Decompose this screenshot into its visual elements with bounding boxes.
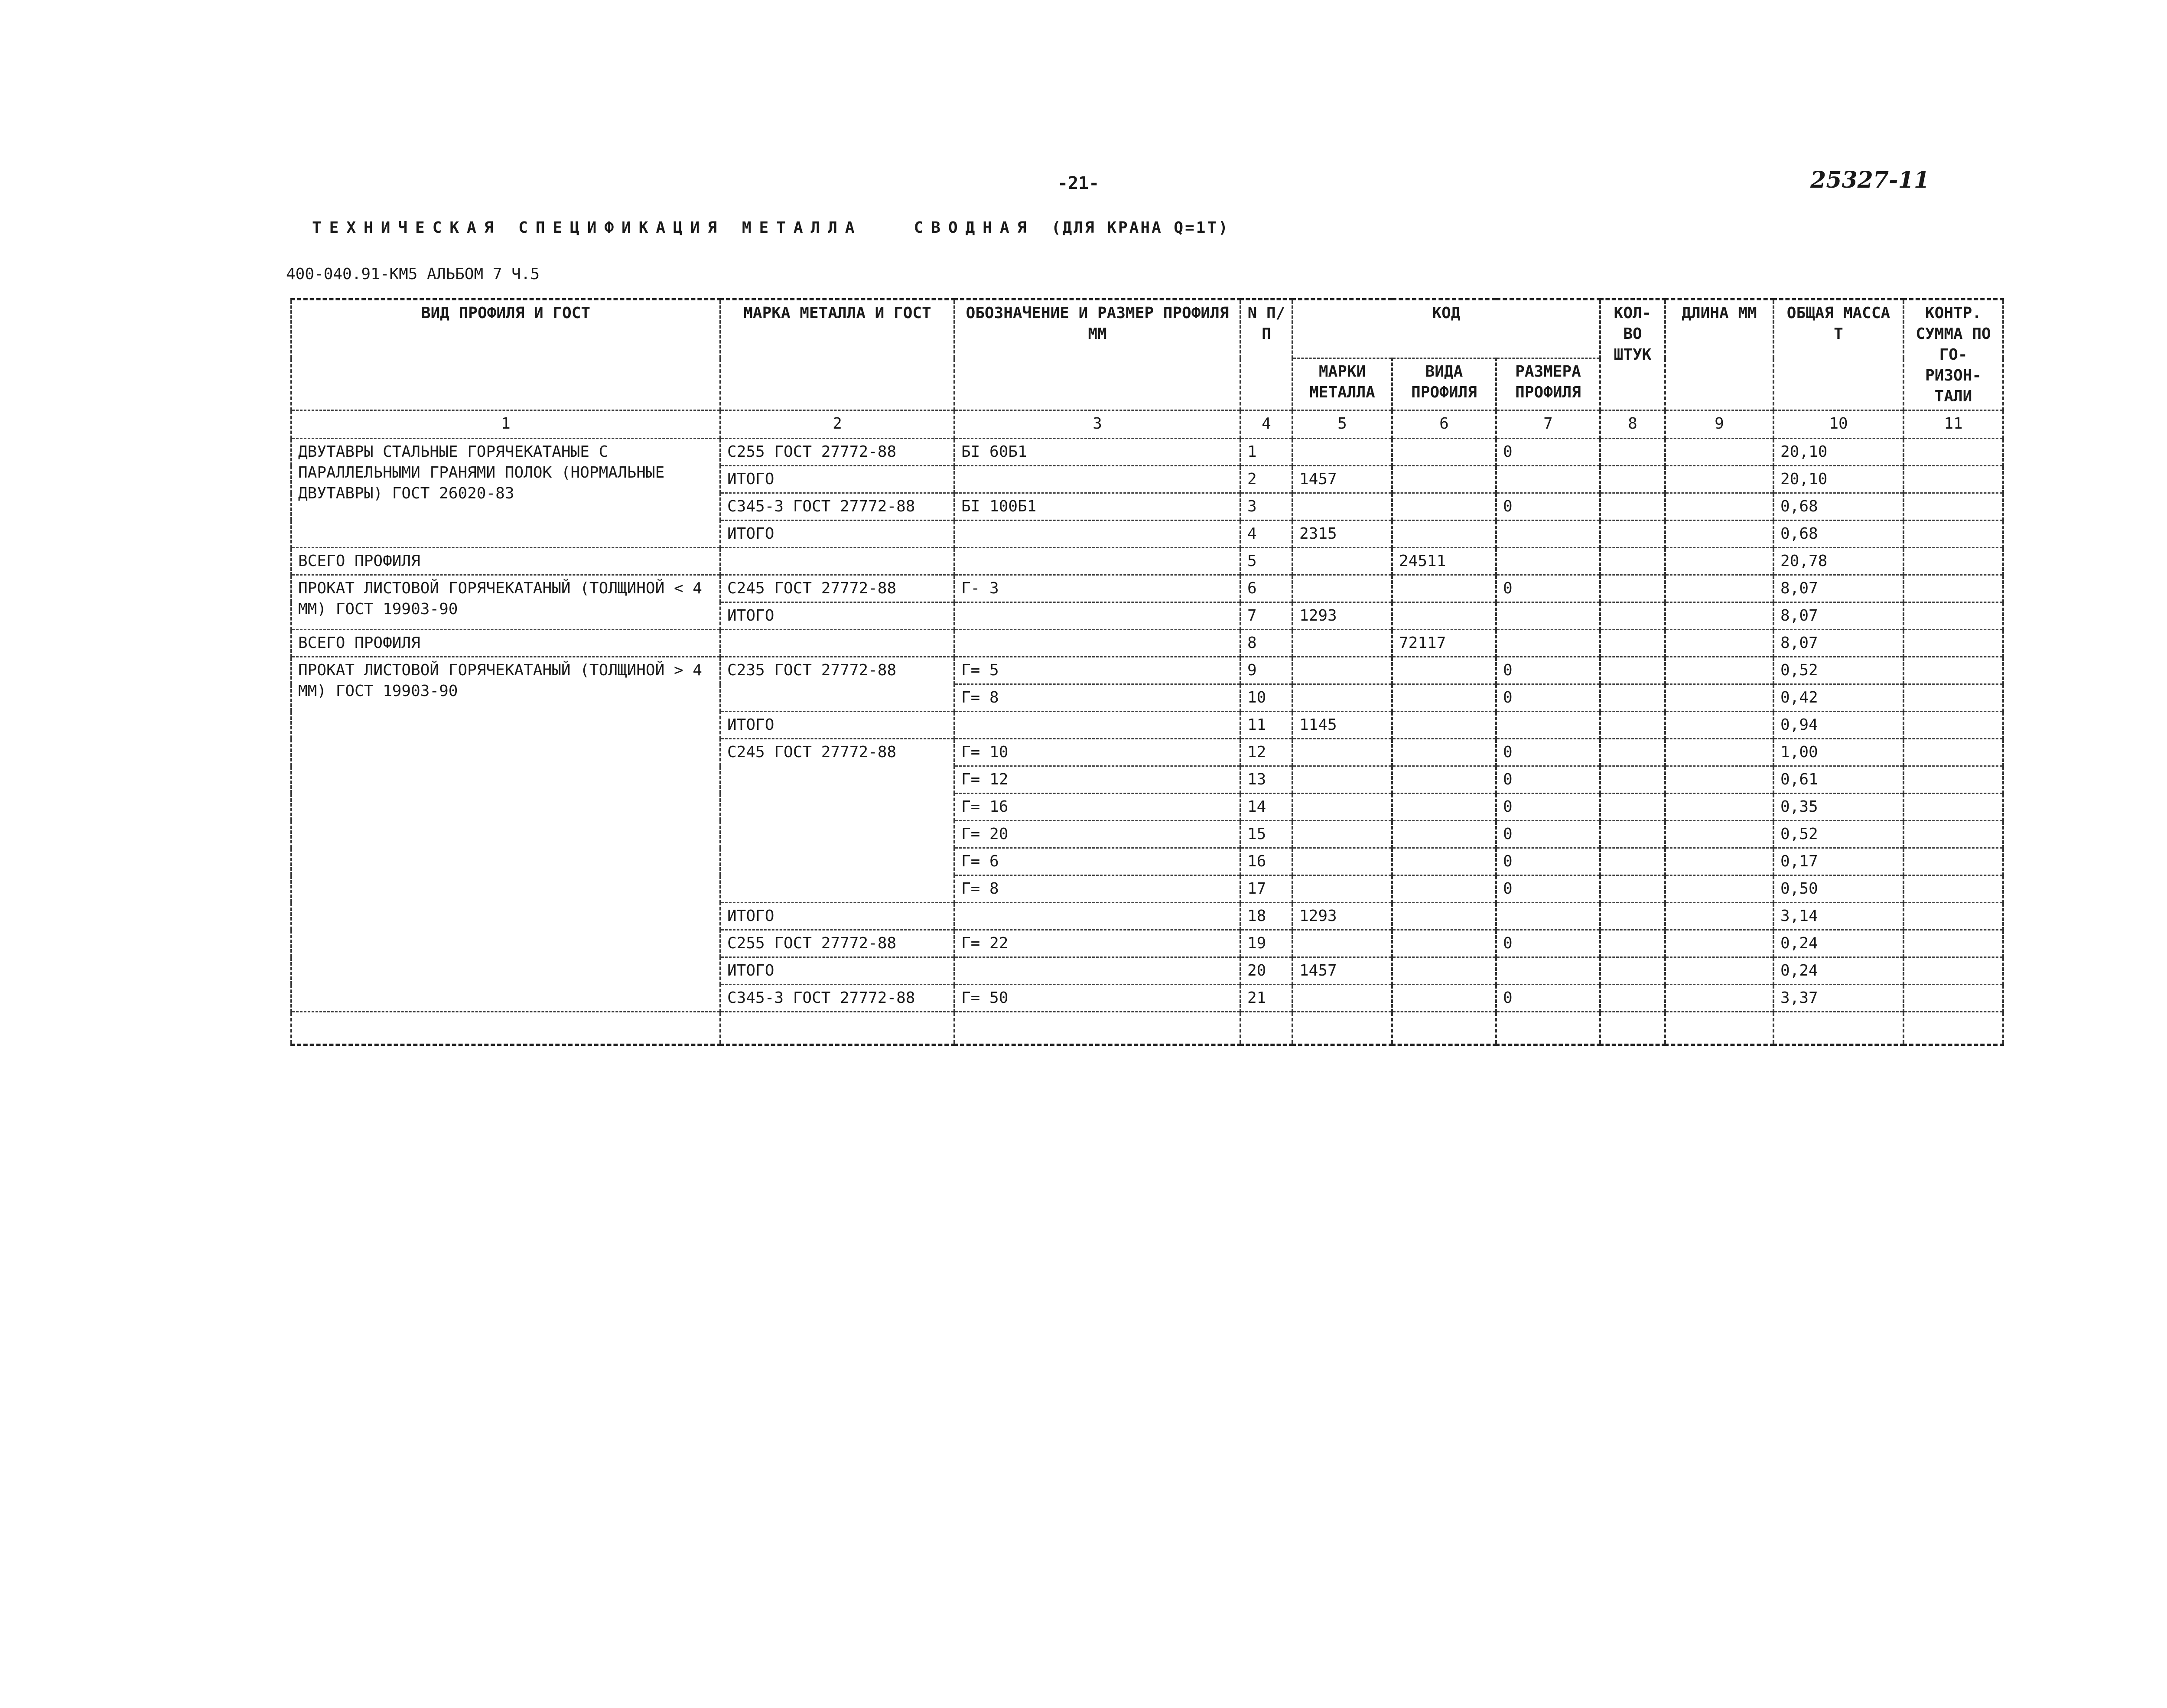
qty-cell (1600, 602, 1665, 630)
code-grade-cell (1292, 575, 1392, 602)
grade-cell (720, 548, 954, 575)
qty-cell (1600, 521, 1665, 548)
qty-cell (1600, 548, 1665, 575)
code-grade-cell (1292, 548, 1392, 575)
n-cell: 11 (1240, 712, 1292, 739)
mass-cell: 0,17 (1773, 848, 1903, 875)
size-cell: Г= 50 (954, 985, 1240, 1012)
length-cell (1665, 439, 1773, 466)
length-cell (1665, 602, 1773, 630)
header-checksum: КОНТР. СУММА ПО ГО- РИЗОН- ТАЛИ (1903, 299, 2003, 410)
code-grade-cell (1292, 739, 1392, 766)
column-number: 1 (291, 410, 720, 439)
size-cell: Г= 6 (954, 848, 1240, 875)
total-label: ВСЕГО ПРОФИЛЯ (291, 548, 720, 575)
mass-cell: 0,94 (1773, 712, 1903, 739)
qty-cell (1600, 930, 1665, 957)
length-cell (1665, 575, 1773, 602)
code-size-cell (1496, 957, 1600, 985)
grade-cell: С255 ГОСТ 27772-88 (720, 439, 954, 466)
size-cell: Г= 8 (954, 875, 1240, 903)
code-size-cell (1496, 630, 1600, 657)
qty-cell (1600, 575, 1665, 602)
code-profile-cell (1392, 521, 1496, 548)
code-profile-cell (1392, 439, 1496, 466)
code-size-cell: 0 (1496, 439, 1600, 466)
empty-row (291, 1012, 2003, 1045)
qty-cell (1600, 439, 1665, 466)
checksum-cell (1903, 548, 2003, 575)
size-cell (954, 466, 1240, 493)
code-grade-cell: 1457 (1292, 466, 1392, 493)
length-cell (1665, 521, 1773, 548)
column-number: 9 (1665, 410, 1773, 439)
code-profile-cell (1392, 766, 1496, 794)
code-size-cell: 0 (1496, 684, 1600, 712)
code-grade-cell: 1457 (1292, 957, 1392, 985)
qty-cell (1600, 630, 1665, 657)
code-profile-cell (1392, 821, 1496, 848)
mass-cell: 8,07 (1773, 630, 1903, 657)
code-profile-cell (1392, 493, 1496, 521)
qty-cell (1600, 466, 1665, 493)
page-number: -21- (1057, 173, 1100, 193)
n-cell: 19 (1240, 930, 1292, 957)
total-row (291, 548, 2003, 575)
n-cell: 12 (1240, 739, 1292, 766)
column-number: 4 (1240, 410, 1292, 439)
n-cell: 17 (1240, 875, 1292, 903)
mass-cell: 0,52 (1773, 821, 1903, 848)
code-profile-cell (1392, 985, 1496, 1012)
checksum-cell (1903, 985, 2003, 1012)
header-code-size: РАЗМЕРА ПРОФИЛЯ (1496, 358, 1600, 410)
length-cell (1665, 712, 1773, 739)
n-cell: 6 (1240, 575, 1292, 602)
code-grade-cell: 2315 (1292, 521, 1392, 548)
size-cell (954, 630, 1240, 657)
qty-cell (1600, 739, 1665, 766)
n-cell: 10 (1240, 684, 1292, 712)
table-body (291, 439, 2003, 1045)
qty-cell (1600, 957, 1665, 985)
checksum-cell (1903, 739, 2003, 766)
length-cell (1665, 821, 1773, 848)
size-cell: Г= 22 (954, 930, 1240, 957)
qty-cell (1600, 766, 1665, 794)
mass-cell: 3,37 (1773, 985, 1903, 1012)
size-cell: Г- 3 (954, 575, 1240, 602)
empty-cell (1600, 1012, 1665, 1045)
code-grade-cell (1292, 439, 1392, 466)
column-numbers-row (291, 410, 2003, 439)
n-cell: 15 (1240, 821, 1292, 848)
code-profile-cell (1392, 602, 1496, 630)
empty-cell (720, 1012, 954, 1045)
checksum-cell (1903, 684, 2003, 712)
code-grade-cell (1292, 493, 1392, 521)
code-size-cell: 0 (1496, 739, 1600, 766)
code-grade-cell (1292, 630, 1392, 657)
grade-cell: С245 ГОСТ 27772-88 (720, 575, 954, 602)
header-code-profile: ВИДА ПРОФИЛЯ (1392, 358, 1496, 410)
column-number: 11 (1903, 410, 2003, 439)
header-profile: ВИД ПРОФИЛЯ И ГОСТ (291, 299, 720, 410)
checksum-cell (1903, 957, 2003, 985)
code-profile-cell (1392, 657, 1496, 684)
code-profile-cell: 72117 (1392, 630, 1496, 657)
mass-cell: 8,07 (1773, 602, 1903, 630)
code-size-cell (1496, 712, 1600, 739)
total-row (291, 630, 2003, 657)
length-cell (1665, 739, 1773, 766)
length-cell (1665, 766, 1773, 794)
code-size-cell: 0 (1496, 575, 1600, 602)
code-profile-cell: 24511 (1392, 548, 1496, 575)
album-reference: 400-040.91-КМ5 АЛЬБОМ 7 Ч.5 (286, 265, 540, 283)
n-cell: 20 (1240, 957, 1292, 985)
n-cell: 4 (1240, 521, 1292, 548)
n-cell: 2 (1240, 466, 1292, 493)
length-cell (1665, 684, 1773, 712)
table-header (291, 299, 2003, 439)
checksum-cell (1903, 575, 2003, 602)
checksum-cell (1903, 493, 2003, 521)
profile-cell: ПРОКАТ ЛИСТОВОЙ ГОРЯЧЕКАТАНЫЙ (ТОЛЩИНОЙ < 4 ММ) ГОСТ 19903-90 (291, 575, 720, 630)
header-mass: ОБЩАЯ МАССА Т (1773, 299, 1903, 410)
document-number: 25327-11 (1810, 167, 1929, 193)
column-number: 2 (720, 410, 954, 439)
column-number: 6 (1392, 410, 1496, 439)
checksum-cell (1903, 466, 2003, 493)
code-size-cell (1496, 548, 1600, 575)
qty-cell (1600, 821, 1665, 848)
mass-cell: 0,42 (1773, 684, 1903, 712)
code-grade-cell: 1293 (1292, 602, 1392, 630)
length-cell (1665, 466, 1773, 493)
n-cell: 5 (1240, 548, 1292, 575)
column-number: 10 (1773, 410, 1903, 439)
size-cell (954, 903, 1240, 930)
subtotal-label: ИТОГО (720, 466, 954, 493)
code-grade-cell: 1145 (1292, 712, 1392, 739)
column-number: 7 (1496, 410, 1600, 439)
size-cell (954, 521, 1240, 548)
code-profile-cell (1392, 957, 1496, 985)
mass-cell: 0,68 (1773, 493, 1903, 521)
code-profile-cell (1392, 466, 1496, 493)
n-cell: 8 (1240, 630, 1292, 657)
length-cell (1665, 903, 1773, 930)
table-row (291, 657, 2003, 684)
table-row (291, 575, 2003, 602)
checksum-cell (1903, 903, 2003, 930)
code-profile-cell (1392, 684, 1496, 712)
page-title (312, 219, 1230, 237)
size-cell (954, 548, 1240, 575)
table-row (291, 439, 2003, 466)
size-cell: Г= 10 (954, 739, 1240, 766)
empty-cell (291, 1012, 720, 1045)
header-code: КОД (1292, 299, 1600, 358)
empty-cell (1496, 1012, 1600, 1045)
n-cell: 7 (1240, 602, 1292, 630)
checksum-cell (1903, 930, 2003, 957)
mass-cell: 20,10 (1773, 439, 1903, 466)
code-grade-cell (1292, 794, 1392, 821)
empty-cell (1665, 1012, 1773, 1045)
code-size-cell: 0 (1496, 794, 1600, 821)
size-cell (954, 602, 1240, 630)
checksum-cell (1903, 439, 2003, 466)
code-grade-cell (1292, 657, 1392, 684)
length-cell (1665, 930, 1773, 957)
header-qty: КОЛ-ВО ШТУК (1600, 299, 1665, 410)
column-number: 8 (1600, 410, 1665, 439)
column-number: 3 (954, 410, 1240, 439)
n-cell: 3 (1240, 493, 1292, 521)
length-cell (1665, 657, 1773, 684)
qty-cell (1600, 848, 1665, 875)
header-grade: МАРКА МЕТАЛЛА И ГОСТ (720, 299, 954, 410)
column-number: 5 (1292, 410, 1392, 439)
code-profile-cell (1392, 875, 1496, 903)
code-size-cell (1496, 466, 1600, 493)
specification-table (290, 298, 2004, 1046)
qty-cell (1600, 712, 1665, 739)
code-size-cell: 0 (1496, 875, 1600, 903)
code-profile-cell (1392, 575, 1496, 602)
title-sub: СВОДНАЯ (914, 219, 1035, 237)
qty-cell (1600, 794, 1665, 821)
checksum-cell (1903, 657, 2003, 684)
mass-cell: 0,50 (1773, 875, 1903, 903)
code-grade-cell (1292, 985, 1392, 1012)
size-cell: Г= 16 (954, 794, 1240, 821)
checksum-cell (1903, 521, 2003, 548)
qty-cell (1600, 657, 1665, 684)
checksum-cell (1903, 848, 2003, 875)
mass-cell: 1,00 (1773, 739, 1903, 766)
code-profile-cell (1392, 739, 1496, 766)
code-profile-cell (1392, 903, 1496, 930)
size-cell: Г= 12 (954, 766, 1240, 794)
code-profile-cell (1392, 930, 1496, 957)
grade-cell (720, 630, 954, 657)
code-size-cell (1496, 521, 1600, 548)
code-size-cell: 0 (1496, 985, 1600, 1012)
code-size-cell: 0 (1496, 766, 1600, 794)
code-grade-cell (1292, 821, 1392, 848)
mass-cell: 0,24 (1773, 930, 1903, 957)
empty-cell (1240, 1012, 1292, 1045)
code-grade-cell (1292, 875, 1392, 903)
code-size-cell: 0 (1496, 821, 1600, 848)
n-cell: 16 (1240, 848, 1292, 875)
size-cell: Г= 20 (954, 821, 1240, 848)
n-cell: 18 (1240, 903, 1292, 930)
empty-cell (1292, 1012, 1392, 1045)
checksum-cell (1903, 766, 2003, 794)
n-cell: 1 (1240, 439, 1292, 466)
length-cell (1665, 875, 1773, 903)
grade-cell: С245 ГОСТ 27772-88 (720, 739, 954, 903)
size-cell: БI 60Б1 (954, 439, 1240, 466)
code-size-cell: 0 (1496, 848, 1600, 875)
header-code-grade: МАРКИ МЕТАЛЛА (1292, 358, 1392, 410)
mass-cell: 0,52 (1773, 657, 1903, 684)
n-cell: 9 (1240, 657, 1292, 684)
code-size-cell (1496, 602, 1600, 630)
mass-cell: 0,24 (1773, 957, 1903, 985)
mass-cell: 0,68 (1773, 521, 1903, 548)
n-cell: 13 (1240, 766, 1292, 794)
code-profile-cell (1392, 848, 1496, 875)
empty-cell (1392, 1012, 1496, 1045)
length-cell (1665, 630, 1773, 657)
size-cell: Г= 8 (954, 684, 1240, 712)
qty-cell (1600, 684, 1665, 712)
subtotal-label: ИТОГО (720, 712, 954, 739)
length-cell (1665, 548, 1773, 575)
length-cell (1665, 493, 1773, 521)
code-grade-cell (1292, 848, 1392, 875)
checksum-cell (1903, 875, 2003, 903)
mass-cell: 8,07 (1773, 575, 1903, 602)
mass-cell: 0,61 (1773, 766, 1903, 794)
grade-cell: С255 ГОСТ 27772-88 (720, 930, 954, 957)
profile-cell: ДВУТАВРЫ СТАЛЬНЫЕ ГОРЯЧЕКАТАНЫЕ С ПАРАЛЛЕЛЬНЫМИ ГРАНЯМИ ПОЛОК (НОРМАЛЬНЫЕ ДВУТАВРЫ) ГОСТ 26020-83 (291, 439, 720, 548)
subtotal-label: ИТОГО (720, 521, 954, 548)
size-cell: БI 100Б1 (954, 493, 1240, 521)
length-cell (1665, 985, 1773, 1012)
code-size-cell: 0 (1496, 493, 1600, 521)
code-size-cell (1496, 903, 1600, 930)
grade-cell: С345-3 ГОСТ 27772-88 (720, 985, 954, 1012)
subtotal-label: ИТОГО (720, 957, 954, 985)
header-length: ДЛИНА ММ (1665, 299, 1773, 410)
mass-cell: 0,35 (1773, 794, 1903, 821)
profile-cell: ПРОКАТ ЛИСТОВОЙ ГОРЯЧЕКАТАНЫЙ (ТОЛЩИНОЙ > 4 ММ) ГОСТ 19903-90 (291, 657, 720, 1012)
checksum-cell (1903, 712, 2003, 739)
code-grade-cell (1292, 930, 1392, 957)
code-grade-cell: 1293 (1292, 903, 1392, 930)
size-cell (954, 957, 1240, 985)
checksum-cell (1903, 794, 2003, 821)
n-cell: 14 (1240, 794, 1292, 821)
header-size: ОБОЗНАЧЕНИЕ И РАЗМЕР ПРОФИЛЯ ММ (954, 299, 1240, 410)
code-grade-cell (1292, 684, 1392, 712)
length-cell (1665, 957, 1773, 985)
code-size-cell: 0 (1496, 657, 1600, 684)
qty-cell (1600, 875, 1665, 903)
total-label: ВСЕГО ПРОФИЛЯ (291, 630, 720, 657)
qty-cell (1600, 903, 1665, 930)
checksum-cell (1903, 821, 2003, 848)
mass-cell: 3,14 (1773, 903, 1903, 930)
grade-cell: С235 ГОСТ 27772-88 (720, 657, 954, 712)
checksum-cell (1903, 602, 2003, 630)
mass-cell: 20,78 (1773, 548, 1903, 575)
empty-cell (1773, 1012, 1903, 1045)
title-main: ТЕХНИЧЕСКАЯ СПЕЦИФИКАЦИЯ МЕТАЛЛА (312, 219, 862, 237)
code-size-cell: 0 (1496, 930, 1600, 957)
title-note: (ДЛЯ КРАНА Q=1Т) (1051, 219, 1230, 237)
code-profile-cell (1392, 794, 1496, 821)
length-cell (1665, 848, 1773, 875)
subtotal-label: ИТОГО (720, 602, 954, 630)
size-cell (954, 712, 1240, 739)
grade-cell: С345-3 ГОСТ 27772-88 (720, 493, 954, 521)
qty-cell (1600, 985, 1665, 1012)
code-profile-cell (1392, 712, 1496, 739)
empty-cell (1903, 1012, 2003, 1045)
checksum-cell (1903, 630, 2003, 657)
size-cell: Г= 5 (954, 657, 1240, 684)
header-n: N П/П (1240, 299, 1292, 410)
empty-cell (954, 1012, 1240, 1045)
mass-cell: 20,10 (1773, 466, 1903, 493)
qty-cell (1600, 493, 1665, 521)
length-cell (1665, 794, 1773, 821)
code-grade-cell (1292, 766, 1392, 794)
n-cell: 21 (1240, 985, 1292, 1012)
subtotal-label: ИТОГО (720, 903, 954, 930)
